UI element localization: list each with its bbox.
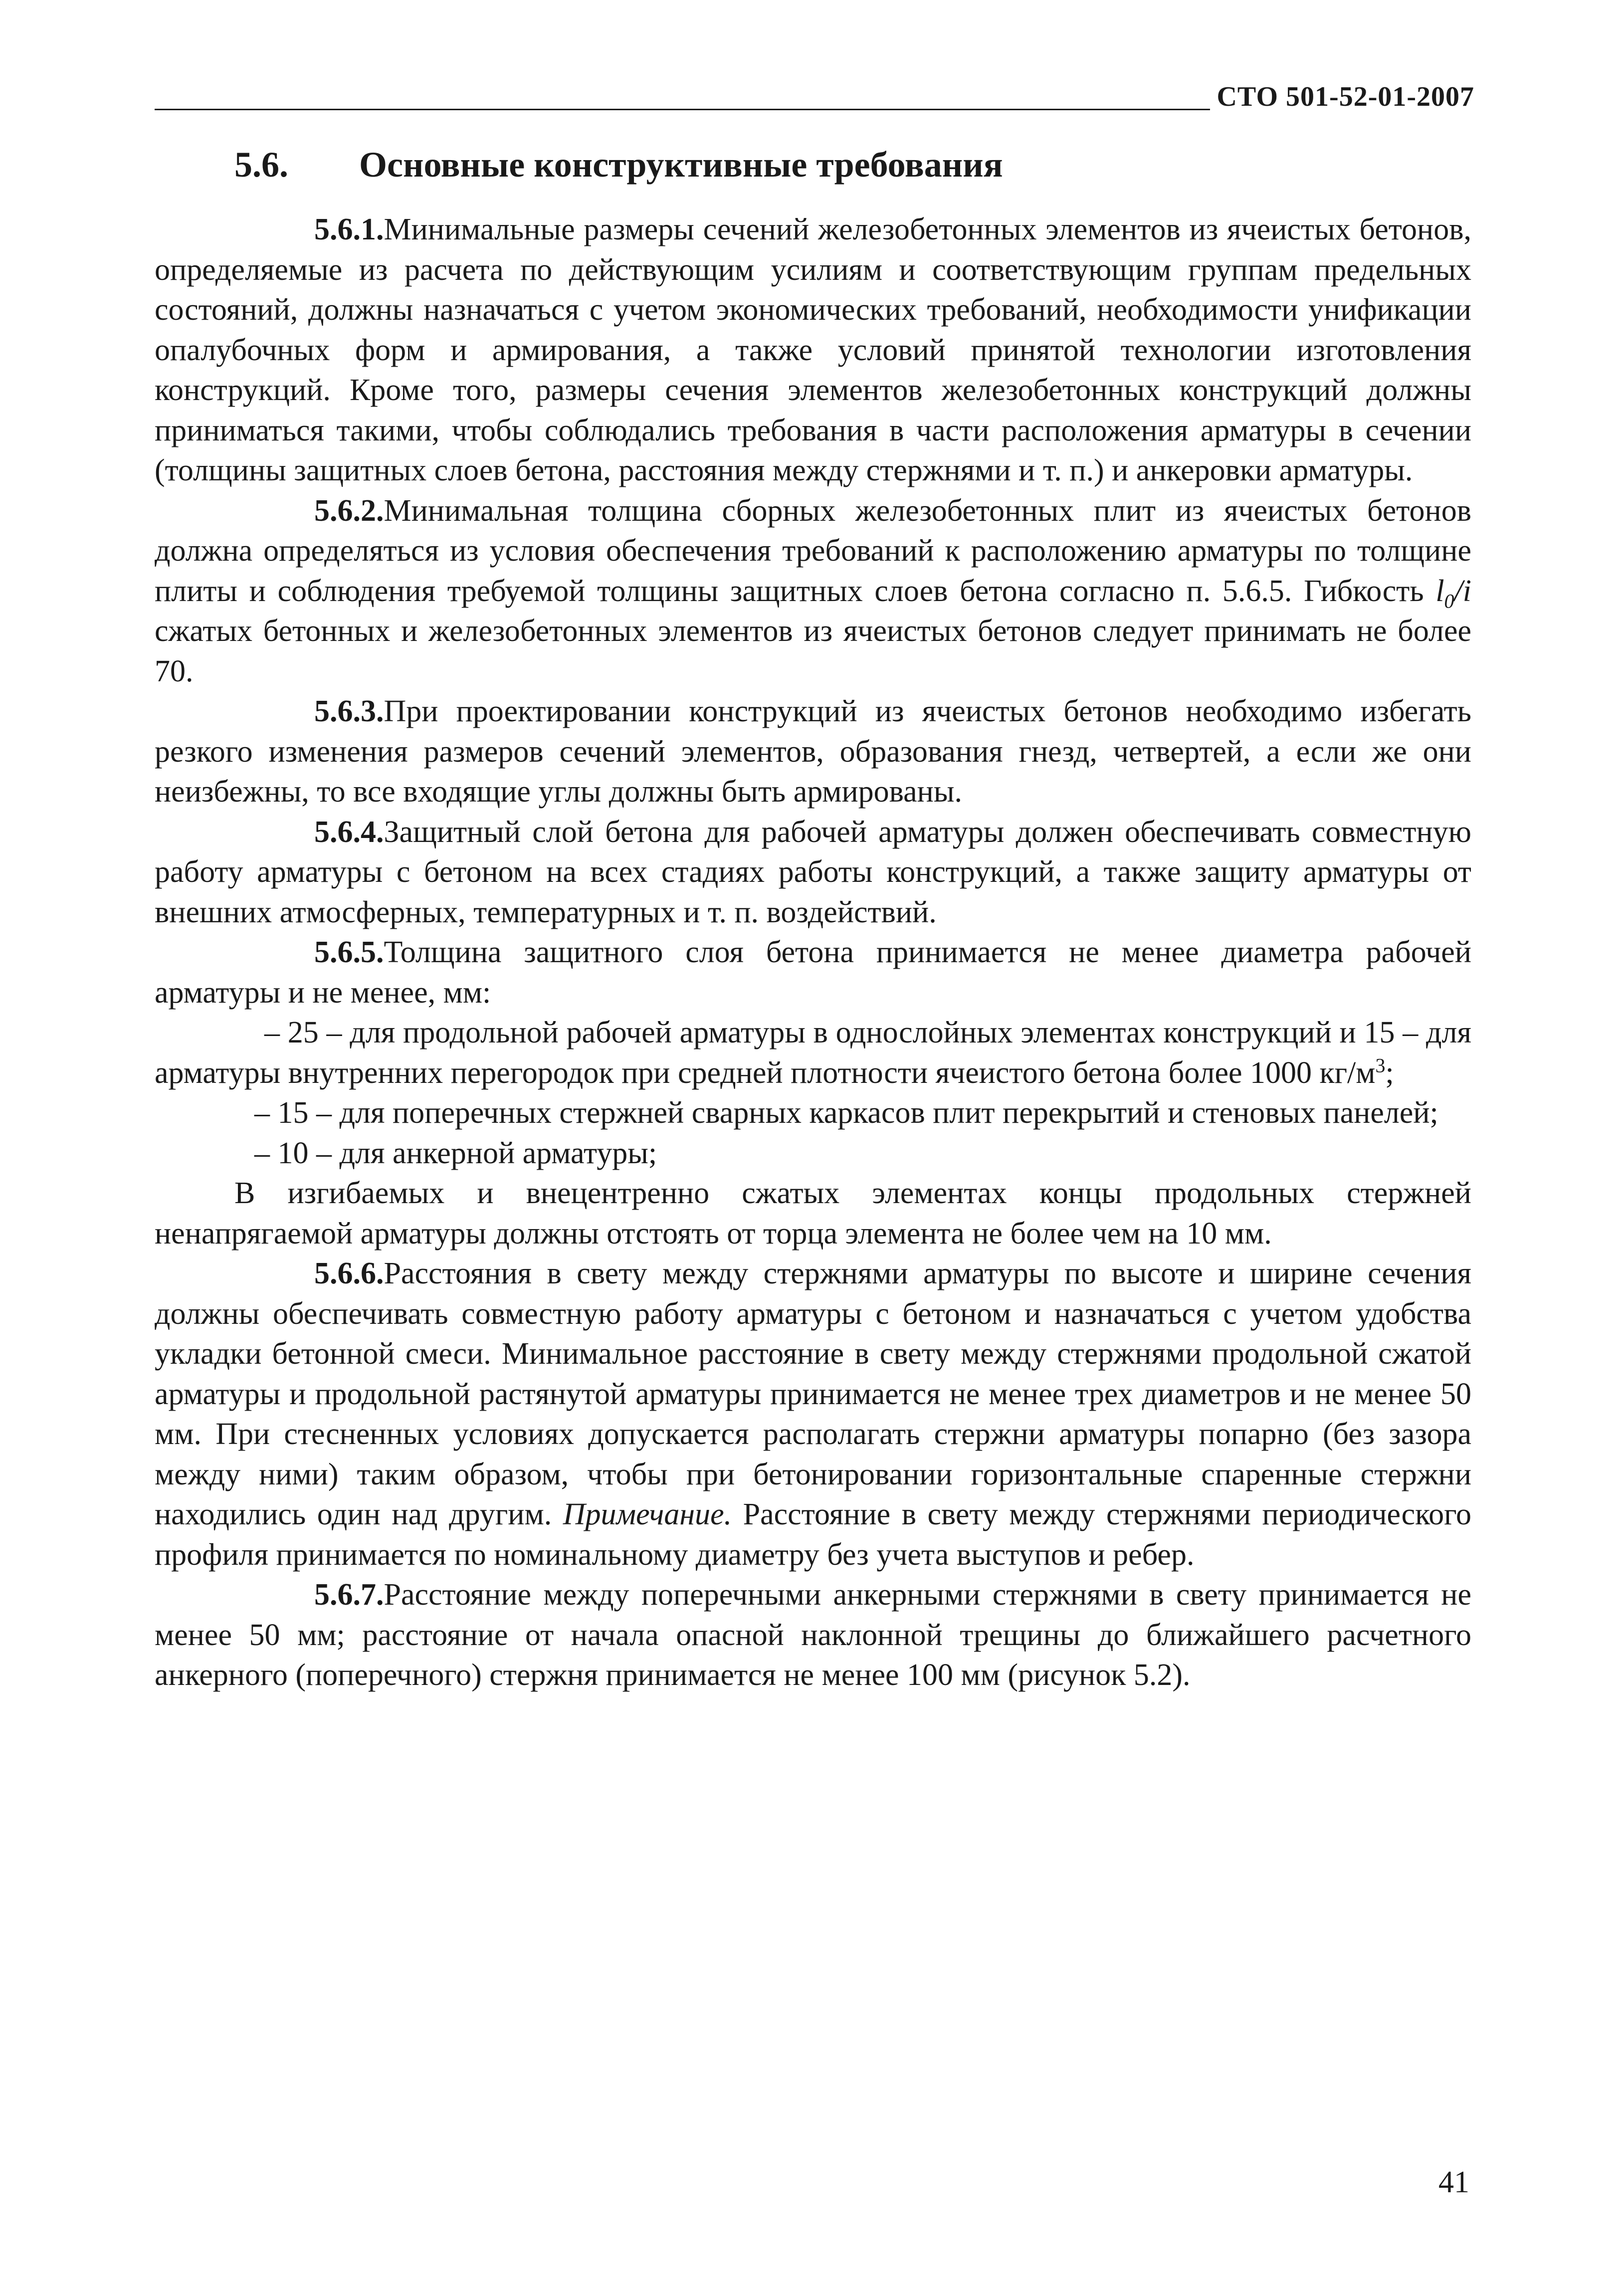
superscript: 3 [1375, 1053, 1386, 1076]
list-item [155, 1133, 1471, 1174]
paragraph-5-6-7 [155, 1575, 1471, 1695]
paragraph-text: Толщина защитного слоя бетона принимается не менее диаметра рабочей арматуры и не менее, мм: [155, 935, 1471, 1010]
paragraph-text: В изгибаемых и внецентренно сжатых элементах концы продольных стержней ненапрягаемой арматуры должны отстоять от торца элемента не более чем на 10 мм. [155, 1176, 1471, 1251]
section-number: 5.6. [234, 145, 288, 185]
paragraph-5-6-5-tail [155, 1173, 1471, 1253]
page-content [155, 140, 1471, 1695]
list-item-text: – 25 – для продольной рабочей арматуры в однослойных элементах конструкций и 15 – для арматуры внутренних перегородок при средней плотности ячеистого бетона более 1000 кг/м [155, 1016, 1471, 1090]
paragraph-5-6-6 [155, 1253, 1471, 1575]
formula-l: l [1435, 574, 1444, 608]
document-code: СТО 501-52-01-2007 [1217, 81, 1474, 112]
paragraph-text: Расстояния в свету между стержнями арматуры по высоте и ширине сечения должны обеспечивать совместную работу арматуры с бетоном и назначаться с учетом удобства укладки бетонной смеси. Минимальное расстояние в свету между стержнями продольной сжатой арматуры и продольной растянутой арматуры принимается не менее трех диаметров и не менее 50 мм. При стесненных условиях допускается располагать стержни арматуры попарно (без зазора между ними) таким образом, чтобы при бетонировании горизонтальные спаренные стержни находились один над другим. [155, 1256, 1471, 1531]
paragraph-5-6-2 [155, 491, 1471, 692]
list-item-text: ; [1385, 1055, 1394, 1090]
paragraph-number: 5.6.5. [314, 935, 384, 969]
section-heading [155, 140, 1471, 190]
paragraph-number: 5.6.4. [314, 815, 384, 849]
section-title: Основные конструктивные требования [359, 145, 1003, 185]
paragraph-number: 5.6.1. [314, 212, 384, 246]
paragraph-text: Минимальная толщина сборных железобетонных плит из ячеистых бетонов должна определяться из условия обеспечения требований к расположению арматуры по толщине плиты и соблюдения требуемой толщины защитных слоев бетона согласно п. 5.6.5. Гибкость [155, 493, 1471, 608]
page-number: 41 [1438, 2165, 1469, 2199]
paragraph-text: сжатых бетонных и железобетонных элементов из ячеистых бетонов следует принимать не более 70. [155, 614, 1471, 688]
paragraph-5-6-5 [155, 932, 1471, 1013]
paragraph-number: 5.6.7. [314, 1578, 384, 1612]
paragraph-text: Расстояние между поперечными анкерными стержнями в свету принимается не менее 50 мм; расстояние от начала опасной наклонной трещины до ближайшего расчетного анкерного (поперечного) стержня принимается не менее 100 мм (рисунок 5.2). [155, 1578, 1471, 1692]
paragraph-5-6-3 [155, 691, 1471, 812]
paragraph-number: 5.6.6. [314, 1256, 384, 1290]
page-header [155, 80, 1474, 120]
paragraph-5-6-4 [155, 812, 1471, 933]
list-item-text: – 10 – для анкерной арматуры; [254, 1136, 657, 1170]
paragraph-text: Защитный слой бетона для рабочей арматуры должен обеспечивать совместную работу арматуры с бетоном на всех стадиях работы конструкций, а также защиту арматуры от внешних атмосферных, температурных и т. п. воздействий. [155, 815, 1471, 929]
note-label: Примечание. [563, 1497, 732, 1531]
paragraph-text: Минимальные размеры сечений железобетонных элементов из ячеистых бетонов, определяемые из расчета по действующим усилиям и соответствующим группам предельных состояний, должны назначаться с учетом экономических требований, необходимости унификации опалубочных форм и армирования, а также условий принятой технологии изготовления конструкций. Кроме того, размеры сечения элементов железобетонных конструкций должны приниматься такими, чтобы соблюдались требования в части расположения арматуры в сечении (толщины защитных слоев бетона, расстояния между стержнями и т. п.) и анкеровки арматуры. [155, 212, 1471, 487]
formula-i: /i [1454, 574, 1471, 608]
header-rule [155, 109, 1210, 110]
formula-subscript: 0 [1444, 589, 1454, 612]
paragraph-text: При проектировании конструкций из ячеистых бетонов необходимо избегать резкого изменения размеров сечений элементов, образования гнезд, четвертей, а если же они неизбежны, то все входящие углы должны быть армированы. [155, 694, 1471, 809]
paragraph-number: 5.6.3. [314, 694, 384, 728]
paragraph-number: 5.6.2. [314, 493, 384, 528]
list-item [155, 1013, 1471, 1093]
list-item [155, 1093, 1471, 1133]
paragraph-5-6-1 [155, 209, 1471, 491]
list-item-text: – 15 – для поперечных стержней сварных каркасов плит перекрытий и стеновых панелей; [254, 1096, 1438, 1130]
note-text: Расстояние в свету между стержнями периодического профиля принимается по номинальному диаметру без учета выступов и ребер. [155, 1497, 1471, 1572]
